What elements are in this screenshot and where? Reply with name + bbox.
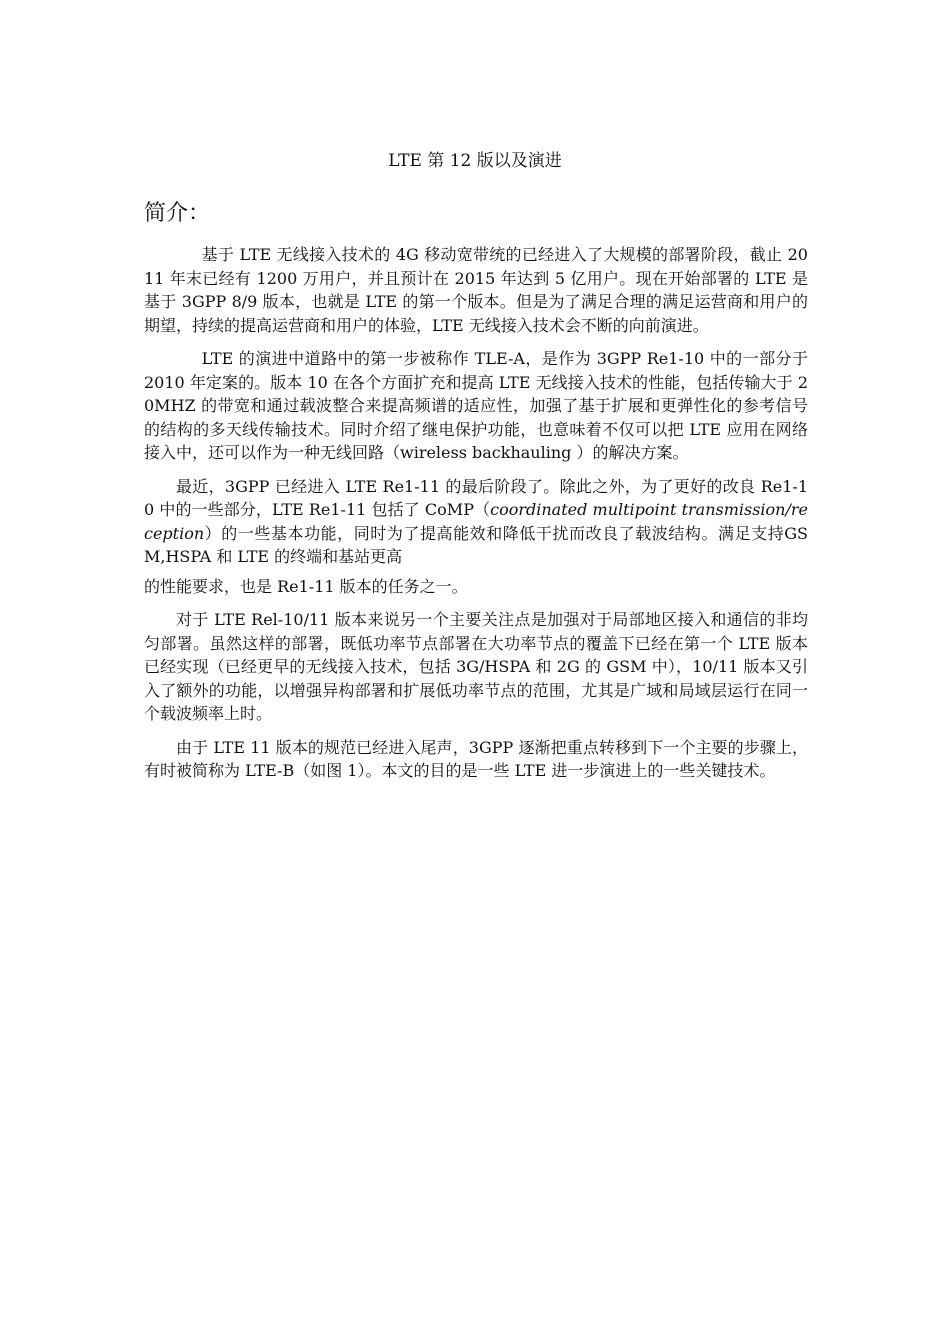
paragraph-5: 由于 LTE 11 版本的规范已经进入尾声，3GPP 逐渐把重点转移到下一个主要的步骤上，有时被简称为 LTE-B（如图 1）。本文的目的是一些 LTE 进一步演进上的一些关键技术。: [144, 737, 808, 780]
paragraph-3: [144, 475, 808, 569]
paragraph-3-continuation: 的性能要求，也是 Re1-11 版本的任务之一。: [144, 576, 468, 596]
document-title: LTE 第 12 版以及演进: [388, 151, 562, 171]
paragraph-3-italic-term: coordinated multipoint transmission/reception: [144, 500, 808, 543]
paragraph-1: 基于 LTE 无线接入技术的 4G 移动宽带统的已经进入了大规模的部署阶段，截止 2011 年末已经有 1200 万用户，并且预计在 2015 年达到 5 亿用户。现在开始部署的 LTE 是基于 3GPP 8/9 版本，也就是 LTE 的第一个版本。但是为了满足合理的满足运营商和用户的期望，持续的提高运营商和用户的体验，LTE 无线接入技术会不断的向前演进。: [144, 245, 808, 335]
paragraph-2: LTE 的演进中道路中的第一步被称作 TLE-A，是作为 3GPP Re1-10 中的一部分于 2010 年定案的。版本 10 在各个方面扩充和提高 LTE 无线接入技术的性能，包括传输大于 20MHZ 的带宽和通过载波整合来提高频谱的适应性，加强了基于扩展和更弹性化的参考信号的结构的多天线传输技术。同时介绍了继电保护功能，也意味着不仅可以把 LTE 应用在网络接入中，还可以作为一种无线回路（wireless backhauling ）的解决方案。: [144, 349, 808, 462]
document-body: [144, 243, 808, 783]
paragraph-4: 对于 LTE Rel-10/11 版本来说另一个主要关注点是加强对于局部地区接入和通信的非均匀部署。虽然这样的部署，既低功率节点部署在大功率节点的覆盖下已经在第一个 LTE 版本已经实现（已经更早的无线接入技术，包括 3G/HSPA 和 2G 的 GSM 中），10/11 版本又引入了额外的功能，以增强异构部署和扩展低功率节点的范围，尤其是广域和局域层运行在同一个载波频率上时。: [144, 610, 808, 723]
paragraph-3-text-before: 最近，3GPP 已经进入 LTE Re1-11 的最后阶段了。除此之外，为了更好的改良 Re1-10 中的一些部分，LTE Re1-11 包括了 CoMP（: [144, 476, 808, 519]
section-heading-intro: 简介：: [144, 201, 211, 226]
paragraph-3-text-after: ）的一些基本功能，同时为了提高能效和降低干扰而改良了载波结构。满足支持GSM,HSPA 和 LTE 的终端和基站更高: [144, 523, 808, 566]
